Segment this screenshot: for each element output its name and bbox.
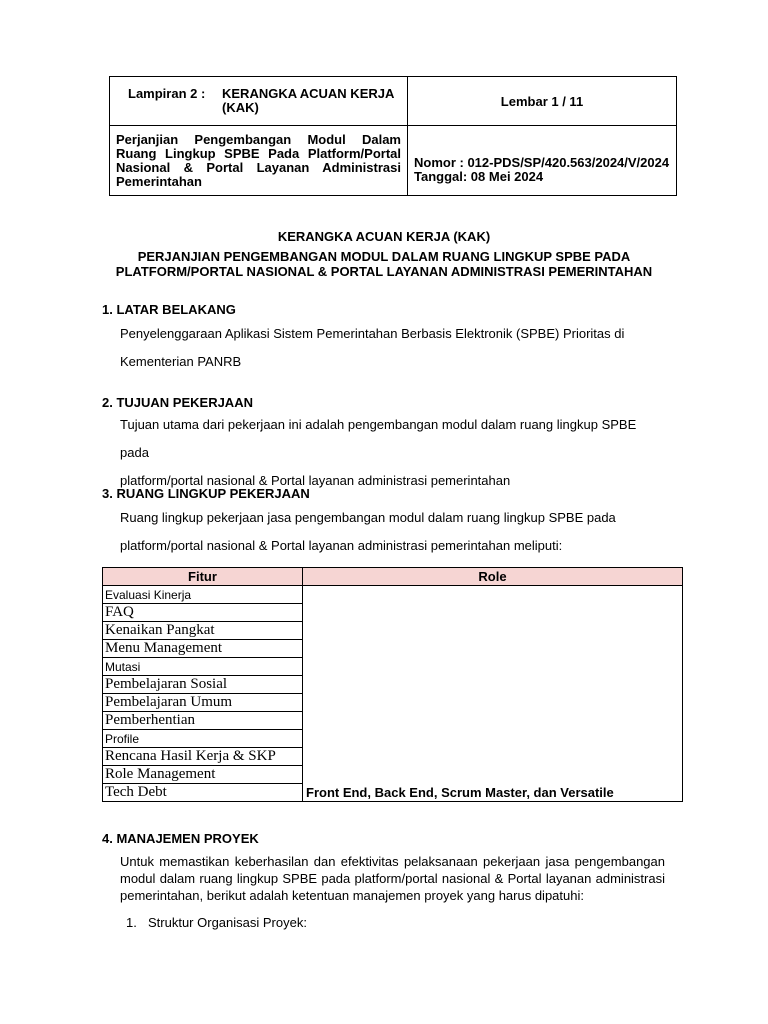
fitur-cell: Pemberhentian [103,712,303,730]
list-item-text: Struktur Organisasi Proyek: [148,915,307,930]
section-4-paragraph: Untuk memastikan keberhasilan dan efektivitas pelaksanaan pekerjaan jasa pengembangan modul dalam ruang lingkup SPBE pada platform/portal nasional & Portal layanan administrasi pemerintahan, berikut adalah ketentuan manajemen proyek yang harus dipatuhi: [120,854,665,903]
section-4-heading: 4. MANAJEMEN PROYEK [102,831,259,846]
list-item [126,915,307,930]
fitur-cell: Role Management [103,766,303,784]
fitur-header: Fitur [103,568,303,586]
doc-subtitle: PERJANJIAN PENGEMBANGAN MODUL DALAM RUANG LINGKUP SPBE PADA PLATFORM/PORTAL NASIONAL & PORTAL LAYANAN ADMINISTRASI PEMERINTAHAN [115,249,653,279]
section-3-body: Ruang lingkup pekerjaan jasa pengembangan modul dalam ruang lingkup SPBE pada platform/portal nasional & Portal layanan administrasi pemerintahan meliputi: [120,510,616,553]
section-1-body: Penyelenggaraan Aplikasi Sistem Pemerintahan Berbasis Elektronik (SPBE) Prioritas di Kementerian PANRB [120,326,625,369]
fitur-role-table [102,567,683,802]
lampiran-cell [110,77,408,126]
fitur-cell: Pembelajaran Sosial [103,676,303,694]
header-table [109,76,677,196]
fitur-cell: Evaluasi Kinerja [103,586,303,604]
lampiran-value: KERANGKA ACUAN KERJA (KAK) [222,86,394,115]
fitur-cell: FAQ [103,604,303,622]
list-number: 1. [126,915,137,930]
section-2-body: Tujuan utama dari pekerjaan ini adalah pengembangan modul dalam ruang lingkup SPBE pada platform/portal nasional & Portal layanan administrasi pemerintahan [120,417,637,488]
fitur-cell: Profile [103,730,303,748]
lembar-text: Lembar 1 / 11 [500,93,584,109]
tanggal-text: Tanggal: 08 Mei 2024 [414,168,544,184]
fitur-cell: Kenaikan Pangkat [103,622,303,640]
section-1-heading: 1. LATAR BELAKANG [102,302,236,317]
lampiran-label: Lampiran 2 : [128,86,206,101]
nomor-cell [408,126,677,196]
section-2-heading: 2. TUJUAN PEKERJAAN [102,395,253,410]
fitur-cell: Tech Debt [103,784,303,802]
lembar-cell [408,77,677,126]
role-cell: Front End, Back End, Scrum Master, dan Versatile [303,586,683,802]
role-header: Role [303,568,683,586]
fitur-cell: Rencana Hasil Kerja & SKP [103,748,303,766]
section-3-heading: 3. RUANG LINGKUP PEKERJAAN [102,486,310,501]
fitur-cell: Pembelajaran Umum [103,694,303,712]
doc-title: KERANGKA ACUAN KERJA (KAK) [277,229,491,244]
perjanjian-cell [110,126,408,196]
fitur-cell: Mutasi [103,658,303,676]
fitur-cell: Menu Management [103,640,303,658]
nomor-text: Nomor : 012-PDS/SP/420.563/2024/V/2024 [414,154,670,170]
perjanjian-text: Perjanjian Pengembangan Modul Dalam Ruang Lingkup SPBE Pada Platform/Portal Nasional & Portal Layanan Administrasi Pemerintahan [116,131,401,189]
